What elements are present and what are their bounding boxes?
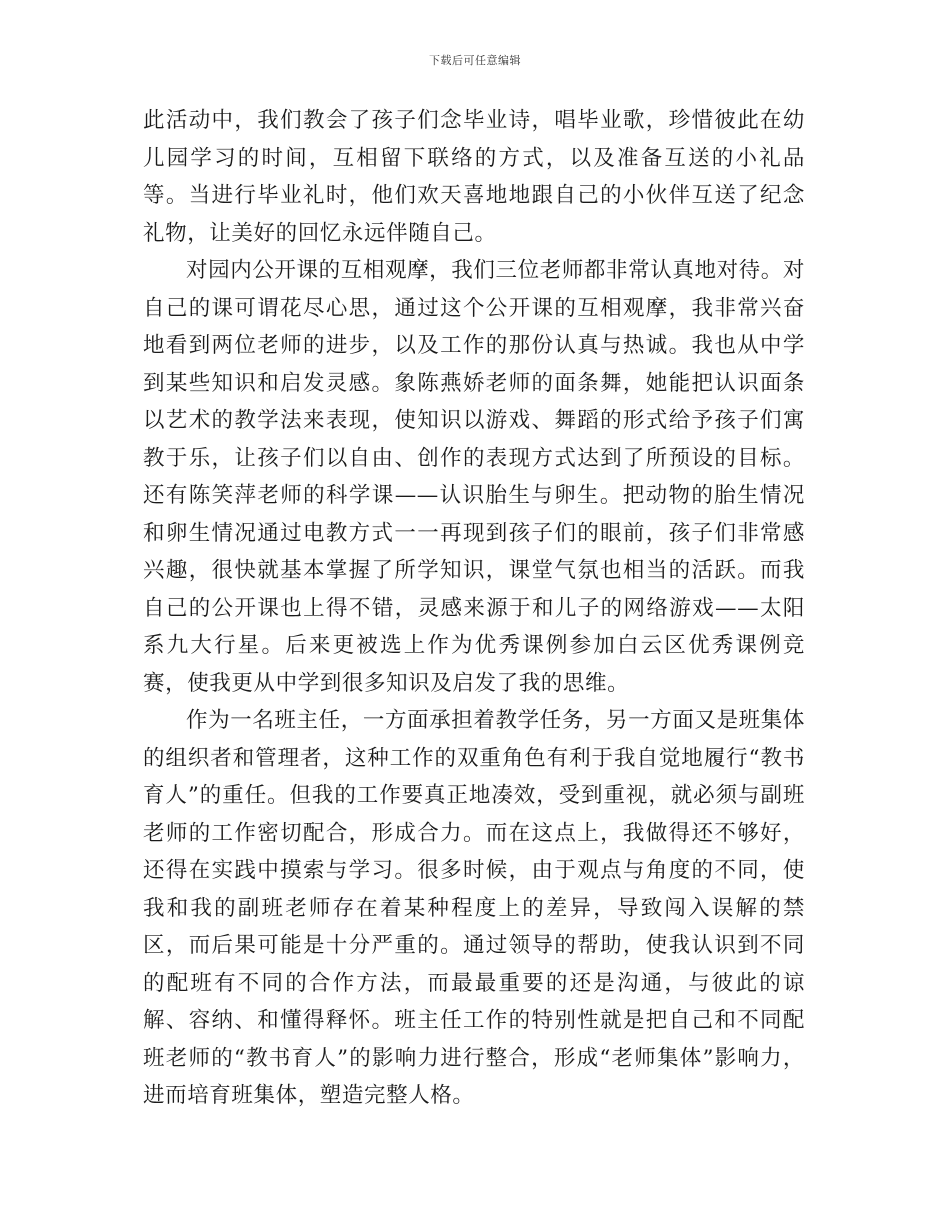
document-body [143,102,805,1115]
page-header: 下载后可任意编辑 [429,54,521,67]
paragraph-1: 此活动中，我们教会了孩子们念毕业诗，唱毕业歌，珍惜彼此在幼儿园学习的时间，互相留下联络的方式，以及准备互送的小礼品等。当进行毕业礼时，他们欢天喜地地跟自己的小伙伴互送了纪念礼物，让美好的回忆永远伴随自己。 [143,108,805,246]
paragraph-2: 对园内公开课的互相观摩，我们三位老师都非常认真地对待。对自己的课可谓花尽心思，通过这个公开课的互相观摩，我非常兴奋地看到两位老师的进步，以及工作的那份认真与热诚。我也从中学到某些知识和启发灵感。象陈燕娇老师的面条舞，她能把认识面条以艺术的教学法来表现，使知识以游戏、舞蹈的形式给予孩子们寓教于乐，让孩子们以自由、创作的表现方式达到了所预设的目标。还有陈笑萍老师的科学课——认识胎生与卵生。把动物的胎生情况和卵生情况通过电教方式一一再现到孩子们的眼前，孩子们非常感兴趣，很快就基本掌握了所学知识，课堂气氛也相当的活跃。而我自己的公开课也上得不错，灵感来源于和儿子的网络游戏——太阳系九大行星。后来更被选上作为优秀课例参加白云区优秀课例竞赛，使我更从中学到很多知识及启发了我的思维。 [143,258,805,696]
paragraph-3: 作为一名班主任，一方面承担着教学任务，另一方面又是班集体的组织者和管理者，这种工作的双重角色有利于我自觉地履行“教书育人”的重任。但我的工作要真正地凑效，受到重视，就必须与副班老师的工作密切配合，形成合力。而在这点上，我做得还不够好，还得在实践中摸索与学习。很多时候，由于观点与角度的不同，使我和我的副班老师存在着某种程度上的差异，导致闯入误解的禁区，而后果可能是十分严重的。通过领导的帮助，使我认识到不同的配班有不同的合作方法，而最最重要的还是沟通，与彼此的谅解、容纳、和懂得释怀。班主任工作的特别性就是把自己和不同配班老师的“教书育人”的影响力进行整合，形成“老师集体”影响力，进而培育班集体，塑造完整人格。 [143,708,805,1108]
